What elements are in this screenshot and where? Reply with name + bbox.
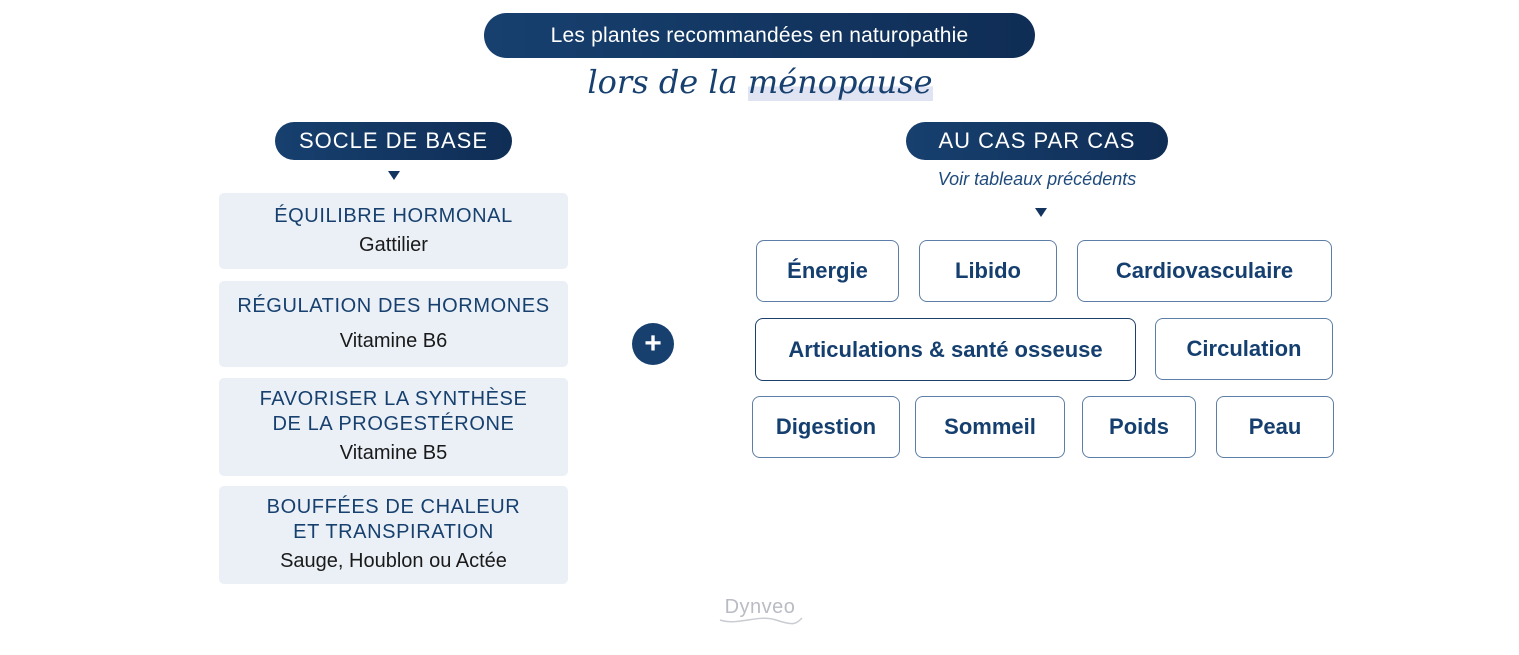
title-banner xyxy=(484,13,1035,58)
base-item: Vitamine B5 xyxy=(339,442,448,464)
category-skin: Peau xyxy=(1216,396,1334,458)
brand-logo xyxy=(700,596,820,619)
base-heading: ÉQUILIBRE HORMONAL xyxy=(274,204,513,227)
category-digestion: Digestion xyxy=(752,396,900,458)
arrow-down-icon xyxy=(388,171,400,180)
category-cardiovascular: Cardiovasculaire xyxy=(1077,240,1332,302)
page-title: Les plantes recommandées en naturopathie xyxy=(550,23,969,47)
subtitle xyxy=(560,58,960,106)
logo-text: Dynveo xyxy=(724,596,796,618)
subtitle-prefix: lors de la xyxy=(587,63,748,101)
see-tables-note: Voir tableaux précédents xyxy=(937,169,1137,189)
category-energy: Énergie xyxy=(756,240,899,302)
category-libido: Libido xyxy=(919,240,1057,302)
base-item: Sauge, Houblon ou Actée xyxy=(280,550,507,572)
logo-wave-icon xyxy=(718,614,804,626)
arrow-down-icon xyxy=(1035,208,1047,217)
base-box-hormone-regulation xyxy=(219,281,568,367)
base-item: Gattilier xyxy=(359,233,428,256)
base-box-progesterone xyxy=(219,378,568,476)
category-joints-bone: Articulations & santé osseuse xyxy=(755,318,1136,381)
base-heading: RÉGULATION DES HORMONES xyxy=(237,294,550,317)
category-circulation: Circulation xyxy=(1155,318,1333,380)
base-box-hormonal-balance xyxy=(219,193,568,269)
base-item: Vitamine B6 xyxy=(339,329,448,352)
base-heading: FAVORISER LA SYNTHÈSE xyxy=(259,388,528,410)
subtitle-highlight: ménopause xyxy=(747,63,933,101)
base-heading: BOUFFÉES DE CHALEUR xyxy=(266,496,521,518)
plus-icon: + xyxy=(632,323,674,365)
section-label-case-by-case: AU CAS PAR CAS xyxy=(906,122,1168,160)
category-weight: Poids xyxy=(1082,396,1196,458)
category-sleep: Sommeil xyxy=(915,396,1065,458)
section-label-base: SOCLE DE BASE xyxy=(275,122,512,160)
base-heading: DE LA PROGESTÉRONE xyxy=(272,413,515,435)
base-heading: ET TRANSPIRATION xyxy=(293,521,494,543)
base-box-hot-flashes xyxy=(219,486,568,584)
